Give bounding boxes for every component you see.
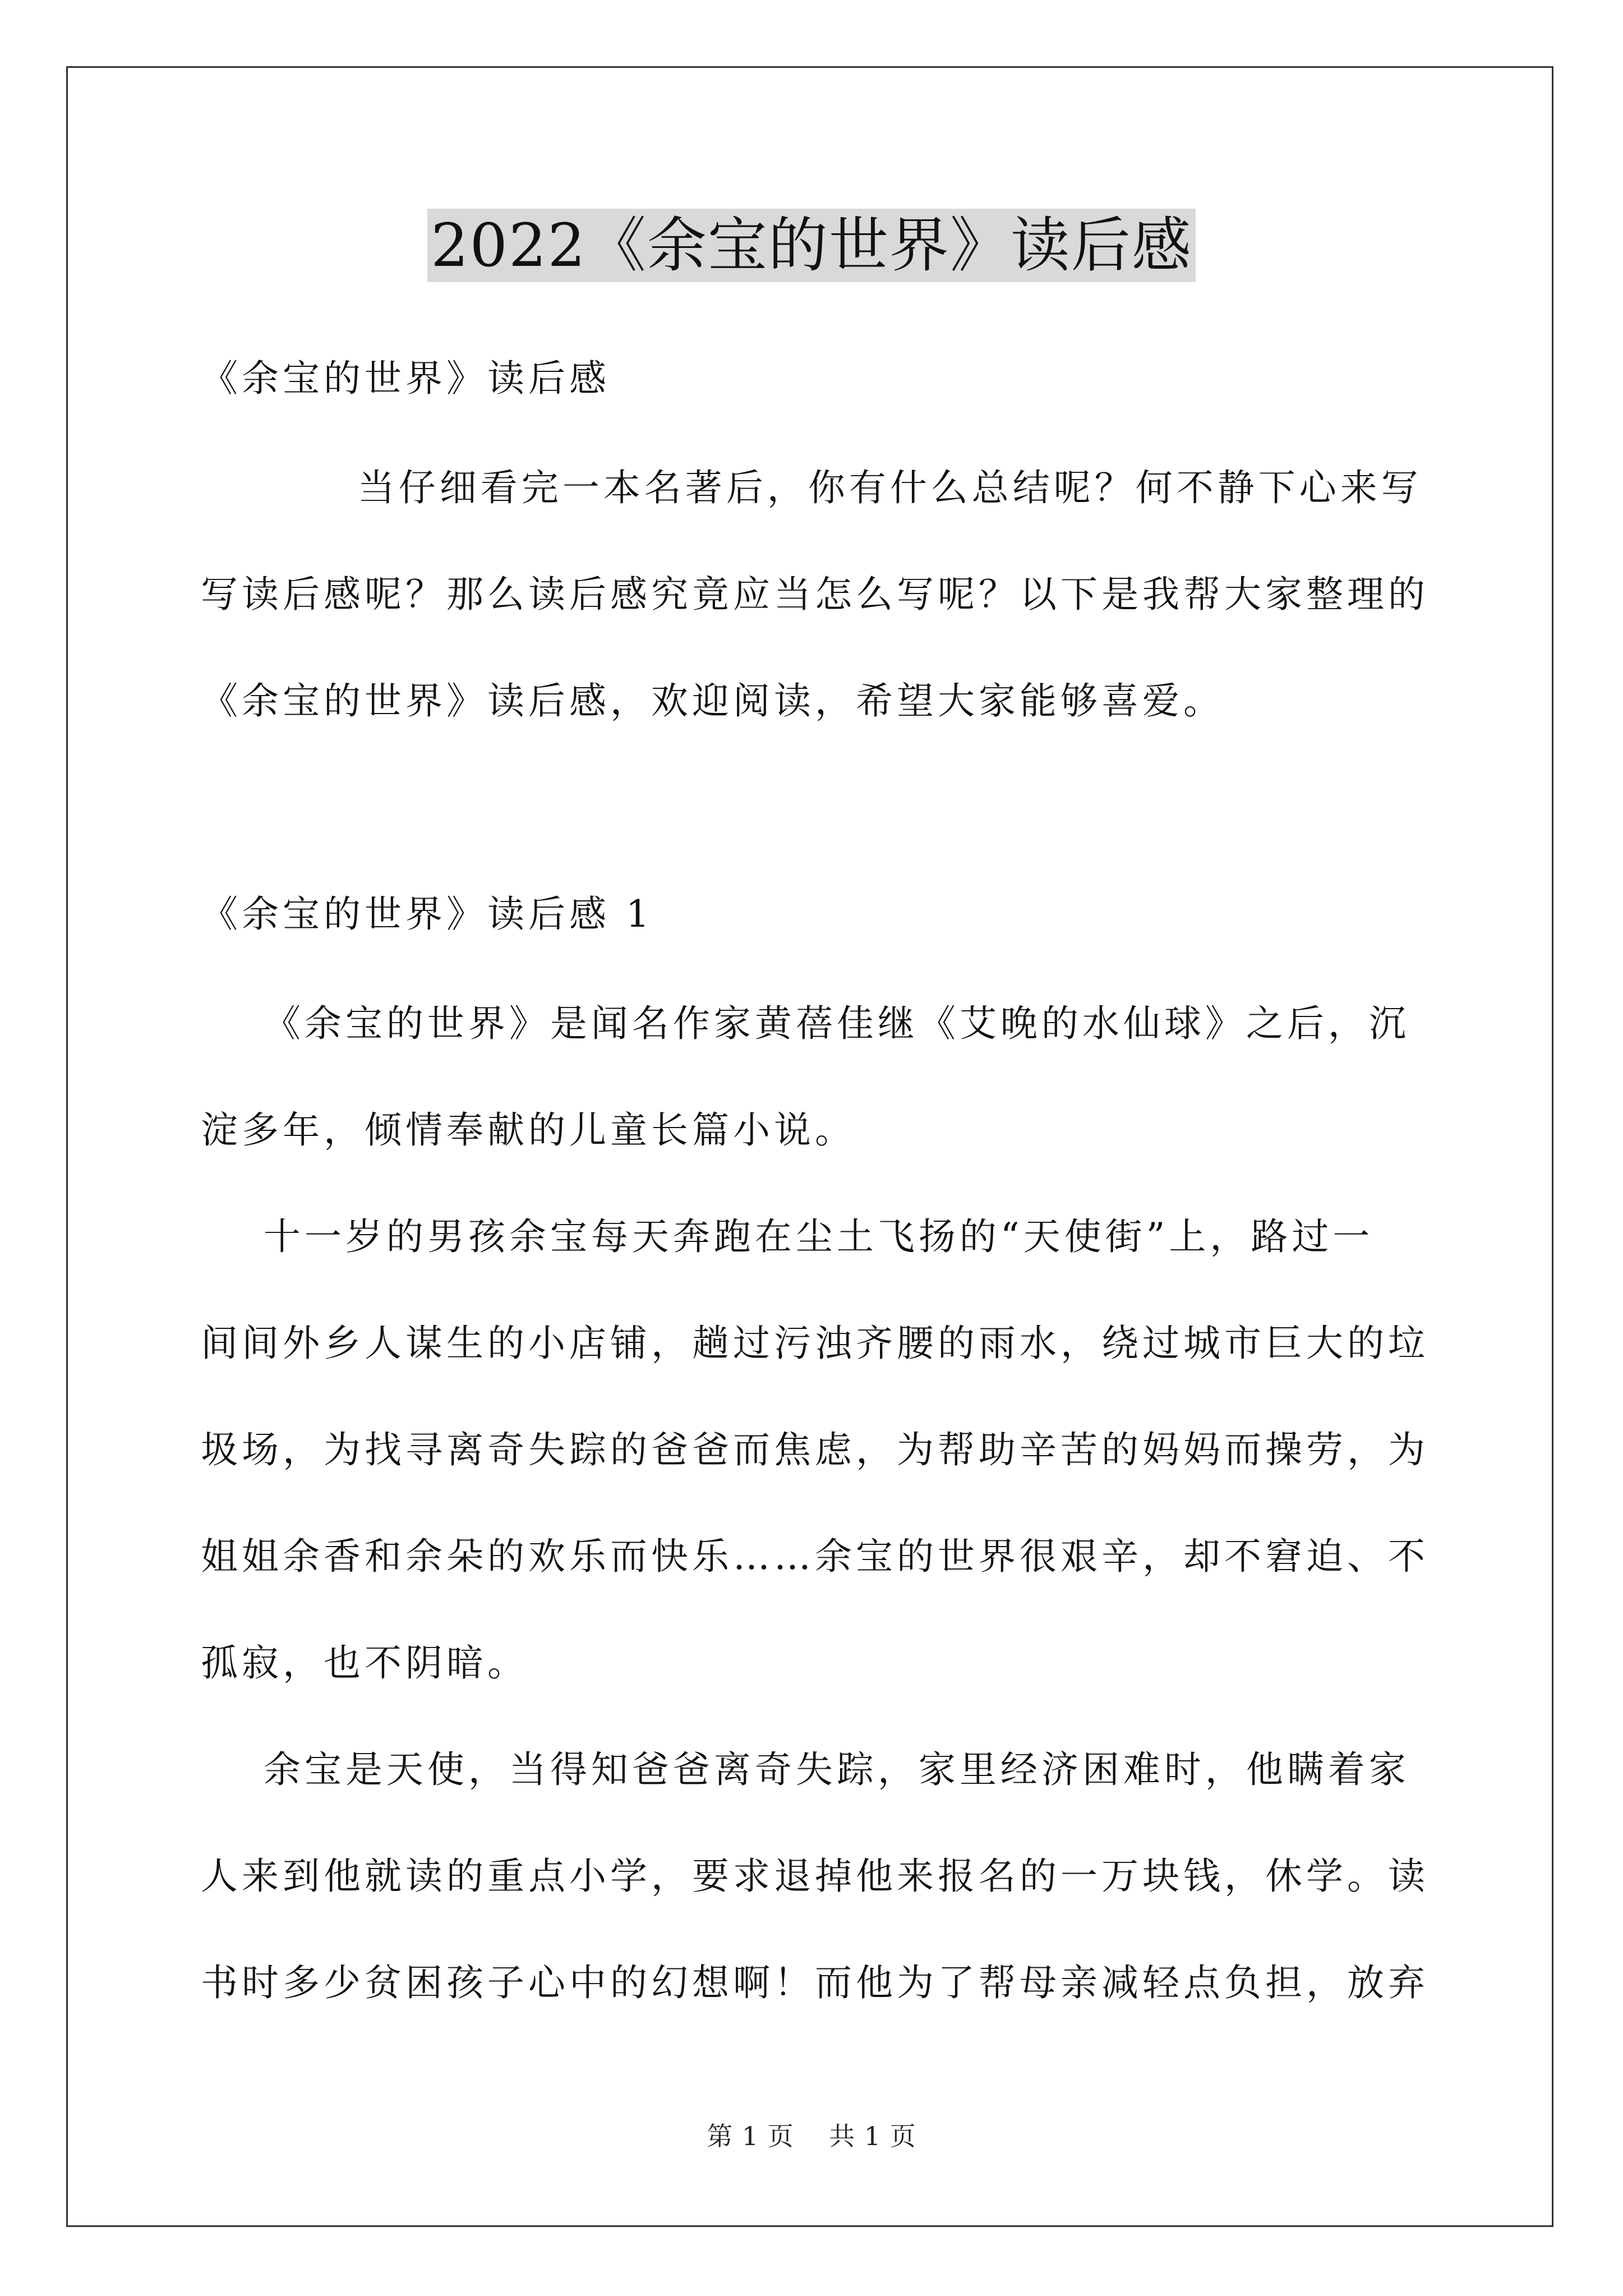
body-line: 余宝是天使，当得知爸爸离奇失踪，家里经济困难时，他瞒着家 [201, 1748, 1410, 1791]
body-line: 淀多年，倾情奉献的儿童长篇小说。 [201, 1108, 856, 1152]
section-heading-text: 《余宝的世界》读后感 1 [201, 892, 653, 936]
intro-line: 《余宝的世界》读后感，欢迎阅读，希望大家能够喜爱。 [201, 679, 1224, 723]
document-title-text: 2022《余宝的世界》读后感 [427, 209, 1196, 282]
body-line: 姐姐余香和余朵的欢乐而快乐……余宝的世界很艰辛，却不窘迫、不 [201, 1535, 1429, 1578]
body-line: 书时多少贫困孩子心中的幻想啊！而他为了帮母亲减轻点负担，放弃 [201, 1961, 1429, 2004]
body-line: 《余宝的世界》是闻名作家黄蓓佳继《艾晚的水仙球》之后，沉 [201, 1002, 1410, 1045]
document-title [0, 206, 1623, 285]
document-subtitle [201, 325, 1430, 432]
subtitle-line: 《余宝的世界》读后感 [201, 357, 610, 400]
page-number-label: 第 1 页 共 1 页 [707, 2121, 916, 2151]
body-line: 孤寂，也不阴暗。 [201, 1641, 528, 1685]
body-line: 间间外乡人谋生的小店铺，趟过污浊齐腰的雨水，绕过城市巨大的垃 [201, 1322, 1429, 1365]
body-line: 十一岁的男孩余宝每天奔跑在尘土飞扬的“天使街”上，路过一 [201, 1215, 1374, 1258]
intro-paragraph [201, 435, 1430, 754]
intro-line: 当仔细看完一本名著后，你有什么总结呢？何不静下心来写 [201, 466, 1422, 509]
section-heading [201, 861, 1430, 968]
body-line: 人来到他就读的重点小学，要求退掉他来报名的一万块钱，休学。读 [201, 1855, 1429, 1898]
page-footer [0, 2119, 1623, 2153]
intro-line: 写读后感呢？那么读后感究竟应当怎么写呢？以下是我帮大家整理的 [201, 573, 1429, 616]
body-line: 圾场，为找寻离奇失踪的爸爸而焦虑，为帮助辛苦的妈妈而操劳，为 [201, 1428, 1429, 1471]
body-paragraphs [201, 970, 1430, 2036]
